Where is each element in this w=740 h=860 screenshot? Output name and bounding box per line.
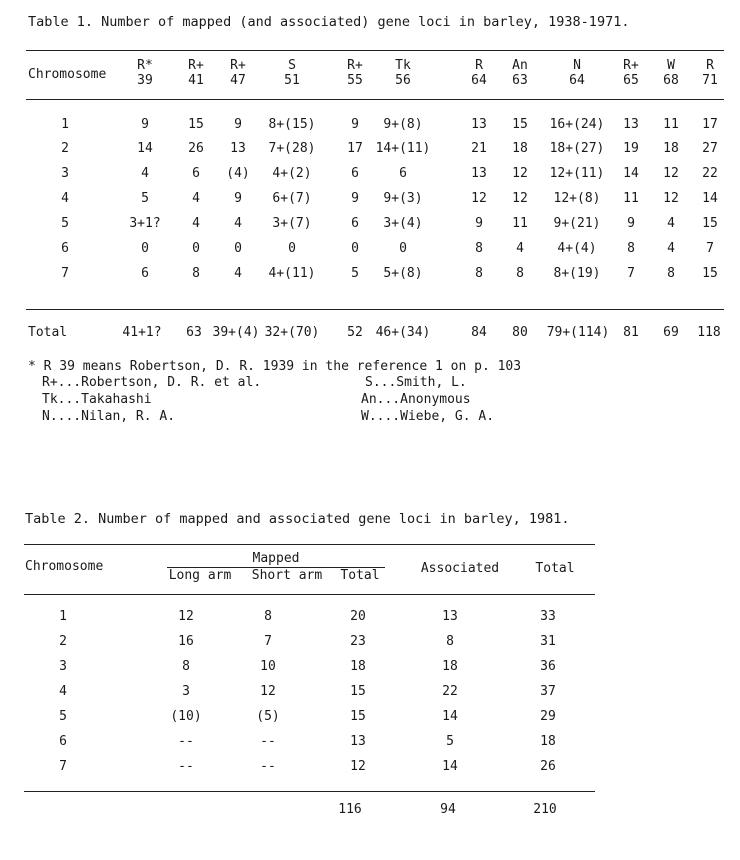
table1-cell: 4 xyxy=(667,216,675,231)
table1-total-label: Total xyxy=(28,325,68,340)
table2-header-total: Total xyxy=(535,561,575,576)
table2-cell-total: 18 xyxy=(540,734,556,749)
table1-cell: 4 xyxy=(516,241,524,256)
table1-cell: 5 xyxy=(141,191,149,206)
table1-cell: 4 xyxy=(667,241,675,256)
table2-cell-long-arm: 16 xyxy=(178,634,194,649)
table1-cell: 16+(24) xyxy=(549,117,605,132)
table1-cell: 19 xyxy=(623,141,639,156)
table1-cell: 8 xyxy=(475,266,483,281)
table1-total-cell: 84 xyxy=(471,325,487,340)
table1-row-label: 3 xyxy=(61,166,69,181)
table1-cell: 12 xyxy=(663,191,679,206)
table1-cell: 8 xyxy=(475,241,483,256)
footnote-main: * R 39 means Robertson, D. R. 1939 in the reference 1 on p. 103 xyxy=(28,359,522,374)
table2-header-rule xyxy=(24,594,595,595)
table1-row-label: 1 xyxy=(61,117,69,132)
table2-cell-total: 37 xyxy=(540,684,556,699)
column-header-r41: R+ 41 xyxy=(188,58,204,88)
column-header-tk56: Tk 56 xyxy=(395,58,411,88)
table1-cell: 7 xyxy=(706,241,714,256)
table2-cell-chromosome: 2 xyxy=(59,634,67,649)
table1-cell: 3+1? xyxy=(129,216,161,231)
table1-cell: 0 xyxy=(192,241,200,256)
table1-cell: 0 xyxy=(399,241,407,256)
table1-total-cell: 80 xyxy=(512,325,528,340)
table1-total-cell: 52 xyxy=(347,325,363,340)
table1-cell: 14+(11) xyxy=(375,141,431,156)
table1-cell: 5+(8) xyxy=(383,266,423,281)
table1-cell: 8 xyxy=(627,241,635,256)
table1-cell: 4 xyxy=(234,266,242,281)
column-header-r55: R+ 55 xyxy=(347,58,363,88)
table1-cell: 22 xyxy=(702,166,718,181)
table1-total-cell: 41+1? xyxy=(122,325,162,340)
table1-cell: 13 xyxy=(623,117,639,132)
table2-cell-chromosome: 3 xyxy=(59,659,67,674)
table2-cell-short-arm: 12 xyxy=(260,684,276,699)
table1-cell: 6 xyxy=(351,216,359,231)
table2-cell-chromosome: 4 xyxy=(59,684,67,699)
table1-total-cell: 118 xyxy=(697,325,721,340)
table2-cell-associated: 22 xyxy=(442,684,458,699)
table2-cell-mapped-total: 20 xyxy=(350,609,366,624)
table2-cell-total: 33 xyxy=(540,609,556,624)
table1-cell: 0 xyxy=(351,241,359,256)
footnote-smith: S...Smith, L. xyxy=(365,375,467,390)
table2-cell-associated: 8 xyxy=(446,634,454,649)
table1-cell: 21 xyxy=(471,141,487,156)
table1-total-cell: 32+(70) xyxy=(264,325,320,340)
table2-cell-associated: 13 xyxy=(442,609,458,624)
table1-cell: 11 xyxy=(623,191,639,206)
table2-cell-short-arm: 8 xyxy=(264,609,272,624)
footnote-robertson-et-al: R+...Robertson, D. R. et al. xyxy=(42,375,262,390)
table1-cell: 18 xyxy=(512,141,528,156)
table1-cell: 13 xyxy=(230,141,246,156)
table1-cell: 15 xyxy=(512,117,528,132)
table1-top-rule xyxy=(26,50,724,51)
table1-cell: 3+(4) xyxy=(383,216,423,231)
table2-total-total: 210 xyxy=(533,802,557,817)
table1-cell: 18+(27) xyxy=(549,141,605,156)
table2-bottom-rule xyxy=(24,791,595,792)
table2-cell-mapped-total: 15 xyxy=(350,684,366,699)
table2-cell-total: 36 xyxy=(540,659,556,674)
table1-cell: 0 xyxy=(141,241,149,256)
table1-cell: 15 xyxy=(702,266,718,281)
table2-header-chromosome: Chromosome xyxy=(25,559,104,574)
table1-cell: 4 xyxy=(192,191,200,206)
table1-cell: 13 xyxy=(471,166,487,181)
column-header-n64: N 64 xyxy=(569,58,585,88)
table1-cell: 9 xyxy=(351,191,359,206)
column-header-w68: W 68 xyxy=(663,58,679,88)
table1-cell: 4 xyxy=(234,216,242,231)
table1-total-cell: 69 xyxy=(663,325,679,340)
table1-cell: 17 xyxy=(702,117,718,132)
table2-header-short-arm: Short arm xyxy=(251,568,323,583)
table2-cell-mapped-total: 15 xyxy=(350,709,366,724)
table2-header-mapped: Mapped xyxy=(252,551,300,566)
table1-cell: 13 xyxy=(471,117,487,132)
table1-cell: 9 xyxy=(475,216,483,231)
table1-cell: 4 xyxy=(192,216,200,231)
table1-cell: 12 xyxy=(663,166,679,181)
table2-header-long-arm: Long arm xyxy=(168,568,232,583)
table1-cell: 8+(15) xyxy=(268,117,316,132)
table1-cell: 15 xyxy=(702,216,718,231)
table1-header-rule xyxy=(26,99,724,100)
table1-cell: 9 xyxy=(234,191,242,206)
table2-cell-short-arm: -- xyxy=(260,734,276,749)
table1-cell: 17 xyxy=(347,141,363,156)
table2-cell-associated: 5 xyxy=(446,734,454,749)
table2-cell-associated: 18 xyxy=(442,659,458,674)
table2-cell-long-arm: 3 xyxy=(182,684,190,699)
table1-cell: 15 xyxy=(188,117,204,132)
table1-cell: 8 xyxy=(516,266,524,281)
table2-cell-total: 29 xyxy=(540,709,556,724)
table2-cell-mapped-total: 12 xyxy=(350,759,366,774)
table1-total-cell: 46+(34) xyxy=(375,325,431,340)
table1-cell: 8 xyxy=(667,266,675,281)
table2-cell-short-arm: 10 xyxy=(260,659,276,674)
table1-total-cell: 81 xyxy=(623,325,639,340)
column-header-s51: S 51 xyxy=(284,58,300,88)
column-header-r65: R+ 65 xyxy=(623,58,639,88)
table1-cell: 9+(8) xyxy=(383,117,423,132)
table1-caption: Table 1. Number of mapped (and associated) gene loci in barley, 1938-1971. xyxy=(28,14,630,30)
table2-cell-mapped-total: 23 xyxy=(350,634,366,649)
table1-row-header: Chromosome xyxy=(28,67,107,82)
table1-cell: (4) xyxy=(226,166,250,181)
table1-cell: 11 xyxy=(663,117,679,132)
table1-cell: 12 xyxy=(471,191,487,206)
table2-cell-short-arm: -- xyxy=(260,759,276,774)
column-header-r39: R* 39 xyxy=(137,58,153,88)
table2-header-associated: Associated xyxy=(420,561,500,576)
table1-row-label: 2 xyxy=(61,141,69,156)
table1-cell: 6 xyxy=(141,266,149,281)
table1-cell: 9+(21) xyxy=(553,216,601,231)
table1-cell: 4+(4) xyxy=(557,241,597,256)
table1-cell: 4+(11) xyxy=(268,266,316,281)
table2-cell-short-arm: (5) xyxy=(256,709,280,724)
table1-total-cell: 63 xyxy=(186,325,202,340)
table1-cell: 7+(28) xyxy=(268,141,316,156)
table2-total-mapped: 116 xyxy=(338,802,362,817)
table1-cell: 3+(7) xyxy=(272,216,312,231)
table2-cell-total: 26 xyxy=(540,759,556,774)
table2-cell-associated: 14 xyxy=(442,759,458,774)
table1-cell: 8+(19) xyxy=(553,266,601,281)
table1-cell: 12 xyxy=(512,191,528,206)
table1-cell: 4 xyxy=(141,166,149,181)
table1-cell: 12 xyxy=(512,166,528,181)
table1-cell: 26 xyxy=(188,141,204,156)
table2-cell-chromosome: 6 xyxy=(59,734,67,749)
table2-caption: Table 2. Number of mapped and associated gene loci in barley, 1981. xyxy=(25,511,570,527)
table1-cell: 0 xyxy=(288,241,296,256)
column-header-r71: R 71 xyxy=(702,58,718,88)
table1-cell: 6 xyxy=(192,166,200,181)
table1-cell: 9 xyxy=(351,117,359,132)
table2-cell-mapped-total: 18 xyxy=(350,659,366,674)
table2-header-mapped-total: Total xyxy=(340,568,380,583)
table2-top-rule xyxy=(24,544,595,545)
table1-row-label: 6 xyxy=(61,241,69,256)
table1-total-cell: 79+(114) xyxy=(546,325,610,340)
table2-cell-long-arm: (10) xyxy=(170,709,202,724)
table1-cell: 4+(2) xyxy=(272,166,312,181)
table1-row-label: 4 xyxy=(61,191,69,206)
column-header-an63: An 63 xyxy=(512,58,528,88)
footnote-wiebe: W....Wiebe, G. A. xyxy=(361,409,495,424)
table1-cell: 9 xyxy=(627,216,635,231)
table1-cell: 6 xyxy=(399,166,407,181)
table1-cell: 12+(11) xyxy=(549,166,605,181)
table1-cell: 9 xyxy=(234,117,242,132)
table1-cell: 0 xyxy=(234,241,242,256)
table1-cell: 6+(7) xyxy=(272,191,312,206)
table1-cell: 5 xyxy=(351,266,359,281)
table2-total-associated: 94 xyxy=(440,802,456,817)
table1-cell: 27 xyxy=(702,141,718,156)
footnote-anonymous: An...Anonymous xyxy=(361,392,471,407)
table2-cell-long-arm: -- xyxy=(178,734,194,749)
table1-cell: 9+(3) xyxy=(383,191,423,206)
table1-cell: 14 xyxy=(702,191,718,206)
table2-cell-chromosome: 7 xyxy=(59,759,67,774)
table1-cell: 8 xyxy=(192,266,200,281)
table1-cell: 14 xyxy=(623,166,639,181)
column-header-r64: R 64 xyxy=(471,58,487,88)
table2-cell-long-arm: -- xyxy=(178,759,194,774)
table2-cell-long-arm: 8 xyxy=(182,659,190,674)
table1-bottom-rule xyxy=(26,309,724,310)
table2-cell-chromosome: 5 xyxy=(59,709,67,724)
table1-cell: 7 xyxy=(627,266,635,281)
table1-cell: 6 xyxy=(351,166,359,181)
column-header-r47: R+ 47 xyxy=(230,58,246,88)
table1-cell: 18 xyxy=(663,141,679,156)
table2-cell-short-arm: 7 xyxy=(264,634,272,649)
table2-cell-long-arm: 12 xyxy=(178,609,194,624)
table1-cell: 9 xyxy=(141,117,149,132)
table2-cell-chromosome: 1 xyxy=(59,609,67,624)
table1-row-label: 7 xyxy=(61,266,69,281)
footnote-nilan: N....Nilan, R. A. xyxy=(42,409,176,424)
table1-cell: 12+(8) xyxy=(553,191,601,206)
table1-total-cell: 39+(4) xyxy=(212,325,260,340)
table1-cell: 14 xyxy=(137,141,153,156)
table1-row-label: 5 xyxy=(61,216,69,231)
footnote-takahashi: Tk...Takahashi xyxy=(42,392,152,407)
table1-cell: 11 xyxy=(512,216,528,231)
table2-cell-total: 31 xyxy=(540,634,556,649)
table2-cell-associated: 14 xyxy=(442,709,458,724)
table2-cell-mapped-total: 13 xyxy=(350,734,366,749)
